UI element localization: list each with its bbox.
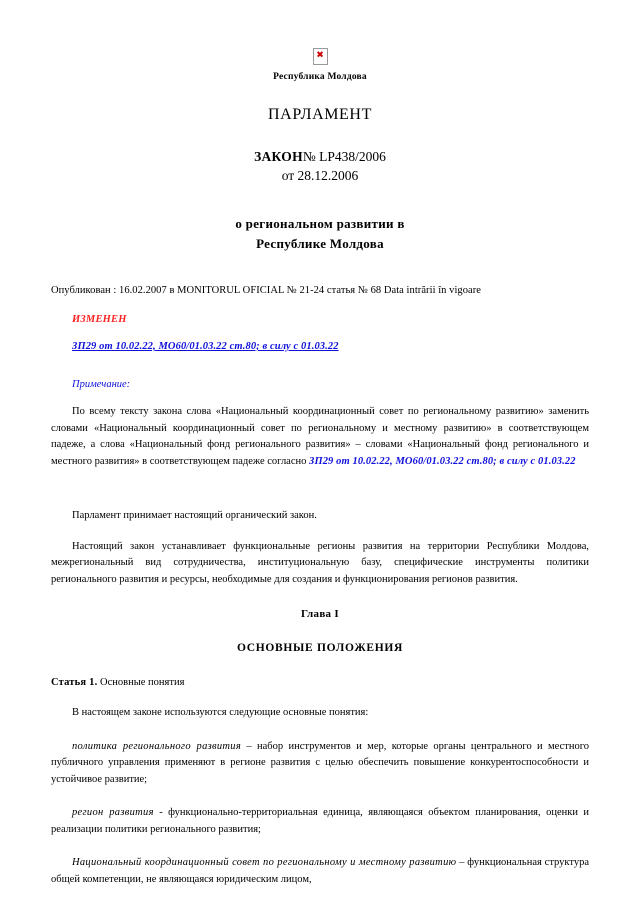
term-definition: - функционально-территориальная единица, являющаяся объектом планирования, оценки и реализации политики регионального развития; <box>51 807 589 835</box>
note-paragraph-text: По всему тексту закона слова «Национальный координационный совет по региональному развитию» заменить словами «Национальный координационный совет по региональному и местному развитию» в соответствующем падеже, а слова «Национальный фонд регионального развития» – словами «Национальный фонд регионального и местного развития» в соответствующем падеже согласно <box>51 406 589 467</box>
note-paragraph <box>51 404 589 470</box>
document-title-line-1: о региональном развитии в <box>235 216 405 231</box>
term-name: Национальный координационный совет по региональному и местному развитию <box>72 857 457 868</box>
term-name: политика регионального развития <box>72 740 242 752</box>
term-definition: – набор инструментов и мер, которые органы центрального и местного публичного управления применяют в регионе развития с целью обеспечить повышение конкурентоспособности и устойчивое развитие; <box>51 740 589 785</box>
document-title <box>51 214 589 254</box>
broken-image-icon <box>313 48 328 65</box>
term-name: регион развития <box>72 807 154 818</box>
note-label: Примечание: <box>72 379 131 390</box>
broken-image-x-glyph: ✖ <box>316 50 324 61</box>
chapter-heading: Глава I <box>300 608 339 620</box>
term-definition: – функциональная структура общей компетенции, не являющаяся юридическим лицом, <box>51 857 589 885</box>
article-heading <box>51 677 589 688</box>
chapter-title: ОСНОВНЫЕ ПОЛОЖЕНИЯ <box>236 642 404 654</box>
term-definition-item <box>51 805 589 838</box>
document-title-line-2: Республике Молдова <box>256 236 384 251</box>
law-word: ЗАКОН <box>254 149 303 164</box>
organization-name: Республика Молдова <box>273 72 367 82</box>
amendment-reference-link[interactable]: ЗП29 от 10.02.22, МО60/01.03.22 ст.80; в силу с 01.03.22 <box>72 341 339 352</box>
law-number: № LP438/2006 <box>302 149 386 164</box>
amended-status-label: ИЗМЕНЕН <box>72 314 127 325</box>
paragraph-scope: Настоящий закон устанавливает функциональные регионы развития на территории Республики Молдова, межрегиональный вид сотрудничества, институциональную базу, специфические инструменты политики регионального развития и ресурсы, необходимые для создания и функционирования регионов развития. <box>51 540 589 585</box>
law-number-line <box>51 149 589 165</box>
institution-heading: ПАРЛАМЕНТ <box>268 106 372 123</box>
term-definition-item <box>51 855 589 888</box>
amendment-reference-link-wrap <box>51 341 589 352</box>
publication-info: Опубликован : 16.02.2007 в MONITORUL OFICIAL № 21-24 статья № 68 Data intrării în vigoare <box>51 285 481 296</box>
term-definition-item <box>51 739 589 789</box>
note-paragraph-link[interactable]: ЗП29 от 10.02.22, МО60/01.03.22 ст.80; в силу с 01.03.22 <box>309 455 576 467</box>
law-date: от 28.12.2006 <box>281 168 359 183</box>
broken-image-container <box>51 0 589 65</box>
paragraph-uses: В настоящем законе используются следующие основные понятия: <box>72 707 369 718</box>
article-title: Основные понятия <box>97 677 185 688</box>
paragraph-accept: Парламент принимает настоящий органический закон. <box>72 510 317 521</box>
article-number: Статья 1. <box>51 677 98 688</box>
